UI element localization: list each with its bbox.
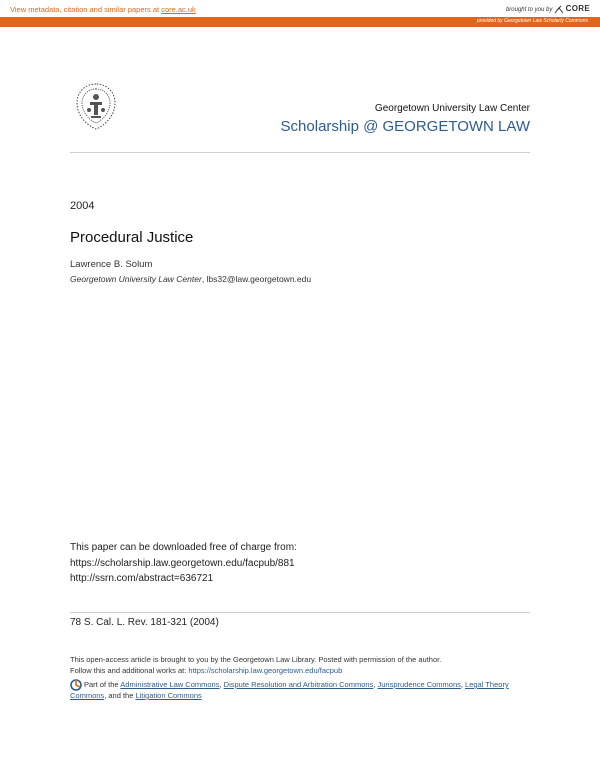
download-block <box>70 540 297 587</box>
georgetown-seal-icon <box>72 81 120 133</box>
brought-to-you-text: brought to you by <box>505 7 553 13</box>
follow-prefix: Follow this and additional works at: <box>70 665 189 675</box>
author-email[interactable]: , lbs32@law.georgetown.edu <box>201 274 312 284</box>
citation: 78 S. Cal. L. Rev. 181-321 (2004) <box>70 617 219 628</box>
download-url-scholarship[interactable]: https://scholarship.law.georgetown.edu/facpub/881 <box>70 557 295 569</box>
follow-link[interactable]: https://scholarship.law.georgetown.edu/facpub <box>188 665 343 675</box>
core-ac-uk-link[interactable]: core.ac.uk <box>161 5 196 14</box>
download-url-ssrn[interactable]: http://ssrn.com/abstract=636721 <box>70 573 214 584</box>
network-logo-icon <box>70 679 82 691</box>
provided-by-strip <box>0 17 600 27</box>
metadata-link-text[interactable] <box>10 5 196 14</box>
metadata-prefix: View metadata, citation and similar papers at <box>10 5 162 14</box>
paper-title: Procedural Justice <box>70 229 194 246</box>
institution-header <box>281 103 530 135</box>
author-affiliation <box>70 274 311 284</box>
notice-text: This open-access article is brought to you by the Georgetown Law Library. Posted with permission of the author. <box>70 655 442 664</box>
legal-theory-commons-link[interactable]: Legal Theory Commons <box>70 679 509 700</box>
provided-by-text[interactable]: provided by Georgetown Law Scholarly Commons <box>476 18 588 24</box>
header-divider <box>70 152 530 153</box>
author-name: Lawrence B. Solum <box>70 259 153 270</box>
commons-prefix: Part of the <box>84 679 121 689</box>
commons-separator: , <box>373 679 378 689</box>
institution-name: Georgetown University Law Center <box>374 103 530 114</box>
commons-separator: , and the <box>104 691 136 700</box>
download-intro: This paper can be downloaded free of charge from: <box>70 542 297 553</box>
commons-disciplines <box>70 679 530 702</box>
commons-separator: , <box>460 679 466 689</box>
administrative-law-commons-link[interactable]: Administrative Law Commons <box>120 679 220 689</box>
commons-separator: , <box>219 679 224 689</box>
follow-line <box>70 666 530 677</box>
repository-name[interactable]: Scholarship @ GEORGETOWN LAW <box>280 118 530 135</box>
litigation-commons-link[interactable]: Litigation Commons <box>135 691 202 700</box>
citation-divider <box>70 612 530 613</box>
brought-to-you[interactable] <box>506 4 590 14</box>
jurisprudence-commons-link[interactable]: Jurisprudence Commons <box>377 679 461 689</box>
core-label: CORE <box>565 4 590 13</box>
affiliation-name: Georgetown University Law Center <box>70 274 202 284</box>
open-access-notice <box>70 655 530 676</box>
core-logo-icon <box>554 5 564 14</box>
dispute-resolution-commons-link[interactable]: Dispute Resolution and Arbitration Commons <box>223 679 374 689</box>
publication-year: 2004 <box>70 200 95 212</box>
